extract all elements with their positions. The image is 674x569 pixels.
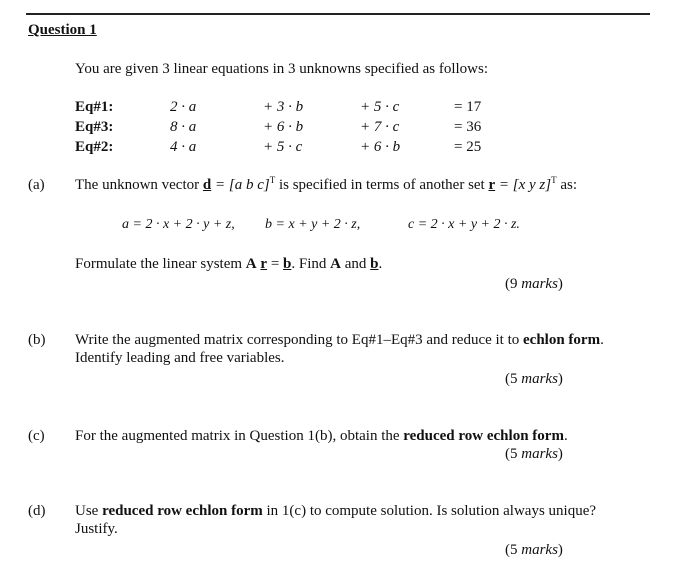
vector-r: r xyxy=(260,256,268,272)
text-run: ) xyxy=(557,371,563,387)
text-run: (9 xyxy=(505,276,522,292)
vector-r-def: = [x y z] xyxy=(495,177,552,193)
intro-text: You are given 3 linear equations in 3 unknowns specified as follows: xyxy=(75,61,488,77)
text-run: . xyxy=(378,256,383,272)
text-run: For the augmented matrix in Question 1(b), obtain the xyxy=(75,428,404,444)
part-a-formulate xyxy=(75,256,382,273)
eq-term: + 6 · b xyxy=(263,119,304,135)
eq-rhs: = 25 xyxy=(454,139,482,155)
text-run: The unknown vector xyxy=(75,177,203,193)
part-d-line1 xyxy=(75,503,596,520)
eq-term: + 5 · c xyxy=(360,99,400,115)
part-c-line1 xyxy=(75,428,568,445)
text-run: as: xyxy=(556,177,578,193)
vector-r: r xyxy=(488,177,496,193)
transpose-mark: T xyxy=(551,175,557,185)
text-run: is specified in terms of another set xyxy=(275,177,489,193)
subst-b: b = x + y + 2 · z, xyxy=(265,217,361,232)
eq-term: 4 · a xyxy=(170,139,197,155)
text-run: = xyxy=(267,256,284,272)
text-run: marks xyxy=(521,542,558,558)
text-run: Write the augmented matrix corresponding to Eq#1–Eq#3 and reduce it to xyxy=(75,332,524,348)
part-a-line1 xyxy=(75,177,577,194)
text-run: Use xyxy=(75,503,103,519)
text-run: Formulate the linear system xyxy=(75,256,246,272)
part-b-line2: Identify leading and free variables. xyxy=(75,350,285,366)
part-d-label: (d) xyxy=(28,503,46,519)
text-run: . xyxy=(563,428,568,444)
text-run: echlon form xyxy=(523,332,601,348)
eq-name: Eq#3: xyxy=(75,119,114,135)
text-run: (5 xyxy=(505,542,522,558)
part-c-marks xyxy=(505,446,563,463)
vector-b: b xyxy=(370,256,379,272)
eq-term: + 6 · b xyxy=(360,139,401,155)
matrix-A: A xyxy=(245,256,257,272)
text-run: (5 xyxy=(505,446,522,462)
transpose-mark: T xyxy=(269,175,276,185)
text-run: and xyxy=(340,256,371,272)
eq-term: + 7 · c xyxy=(360,119,400,135)
part-d-line2: Justify. xyxy=(75,521,118,537)
text-run: . xyxy=(600,332,604,348)
text-run: ) xyxy=(557,276,563,292)
text-run: marks xyxy=(521,276,558,292)
subst-c: c = 2 · x + y + 2 · z. xyxy=(408,217,520,232)
eq-term: + 3 · b xyxy=(263,99,304,115)
text-run: reduced row echlon form xyxy=(102,503,263,519)
part-d-marks xyxy=(505,542,563,559)
text-run: marks xyxy=(521,371,558,387)
eq-rhs: = 17 xyxy=(454,99,482,115)
eq-name: Eq#2: xyxy=(75,139,114,155)
part-c-label: (c) xyxy=(28,428,45,444)
text-run: in 1(c) to compute solution. Is solution always unique? xyxy=(262,503,597,519)
part-b-label: (b) xyxy=(28,332,46,348)
part-a-label: (a) xyxy=(28,177,45,193)
text-run: . Find xyxy=(291,256,331,272)
subst-a: a = 2 · x + 2 · y + z, xyxy=(122,217,235,232)
top-rule xyxy=(26,13,650,15)
vector-d: d xyxy=(202,177,212,193)
text-run: ) xyxy=(557,446,563,462)
part-a-marks xyxy=(505,276,563,293)
text-run: (5 xyxy=(505,371,522,387)
text-run: marks xyxy=(521,446,558,462)
eq-term: + 5 · c xyxy=(263,139,303,155)
question-heading: Question 1 xyxy=(28,22,97,38)
eq-rhs: = 36 xyxy=(454,119,482,135)
text-run: ) xyxy=(557,542,563,558)
eq-name: Eq#1: xyxy=(75,99,114,115)
eq-term: 2 · a xyxy=(170,99,197,115)
vector-b: b xyxy=(283,256,292,272)
part-b-marks xyxy=(505,371,563,388)
text-run: reduced row echlon form xyxy=(403,428,564,444)
eq-term: 8 · a xyxy=(170,119,197,135)
vector-d-def: = [a b c] xyxy=(211,177,270,193)
matrix-A: A xyxy=(330,256,341,272)
part-b-line1 xyxy=(75,332,604,349)
